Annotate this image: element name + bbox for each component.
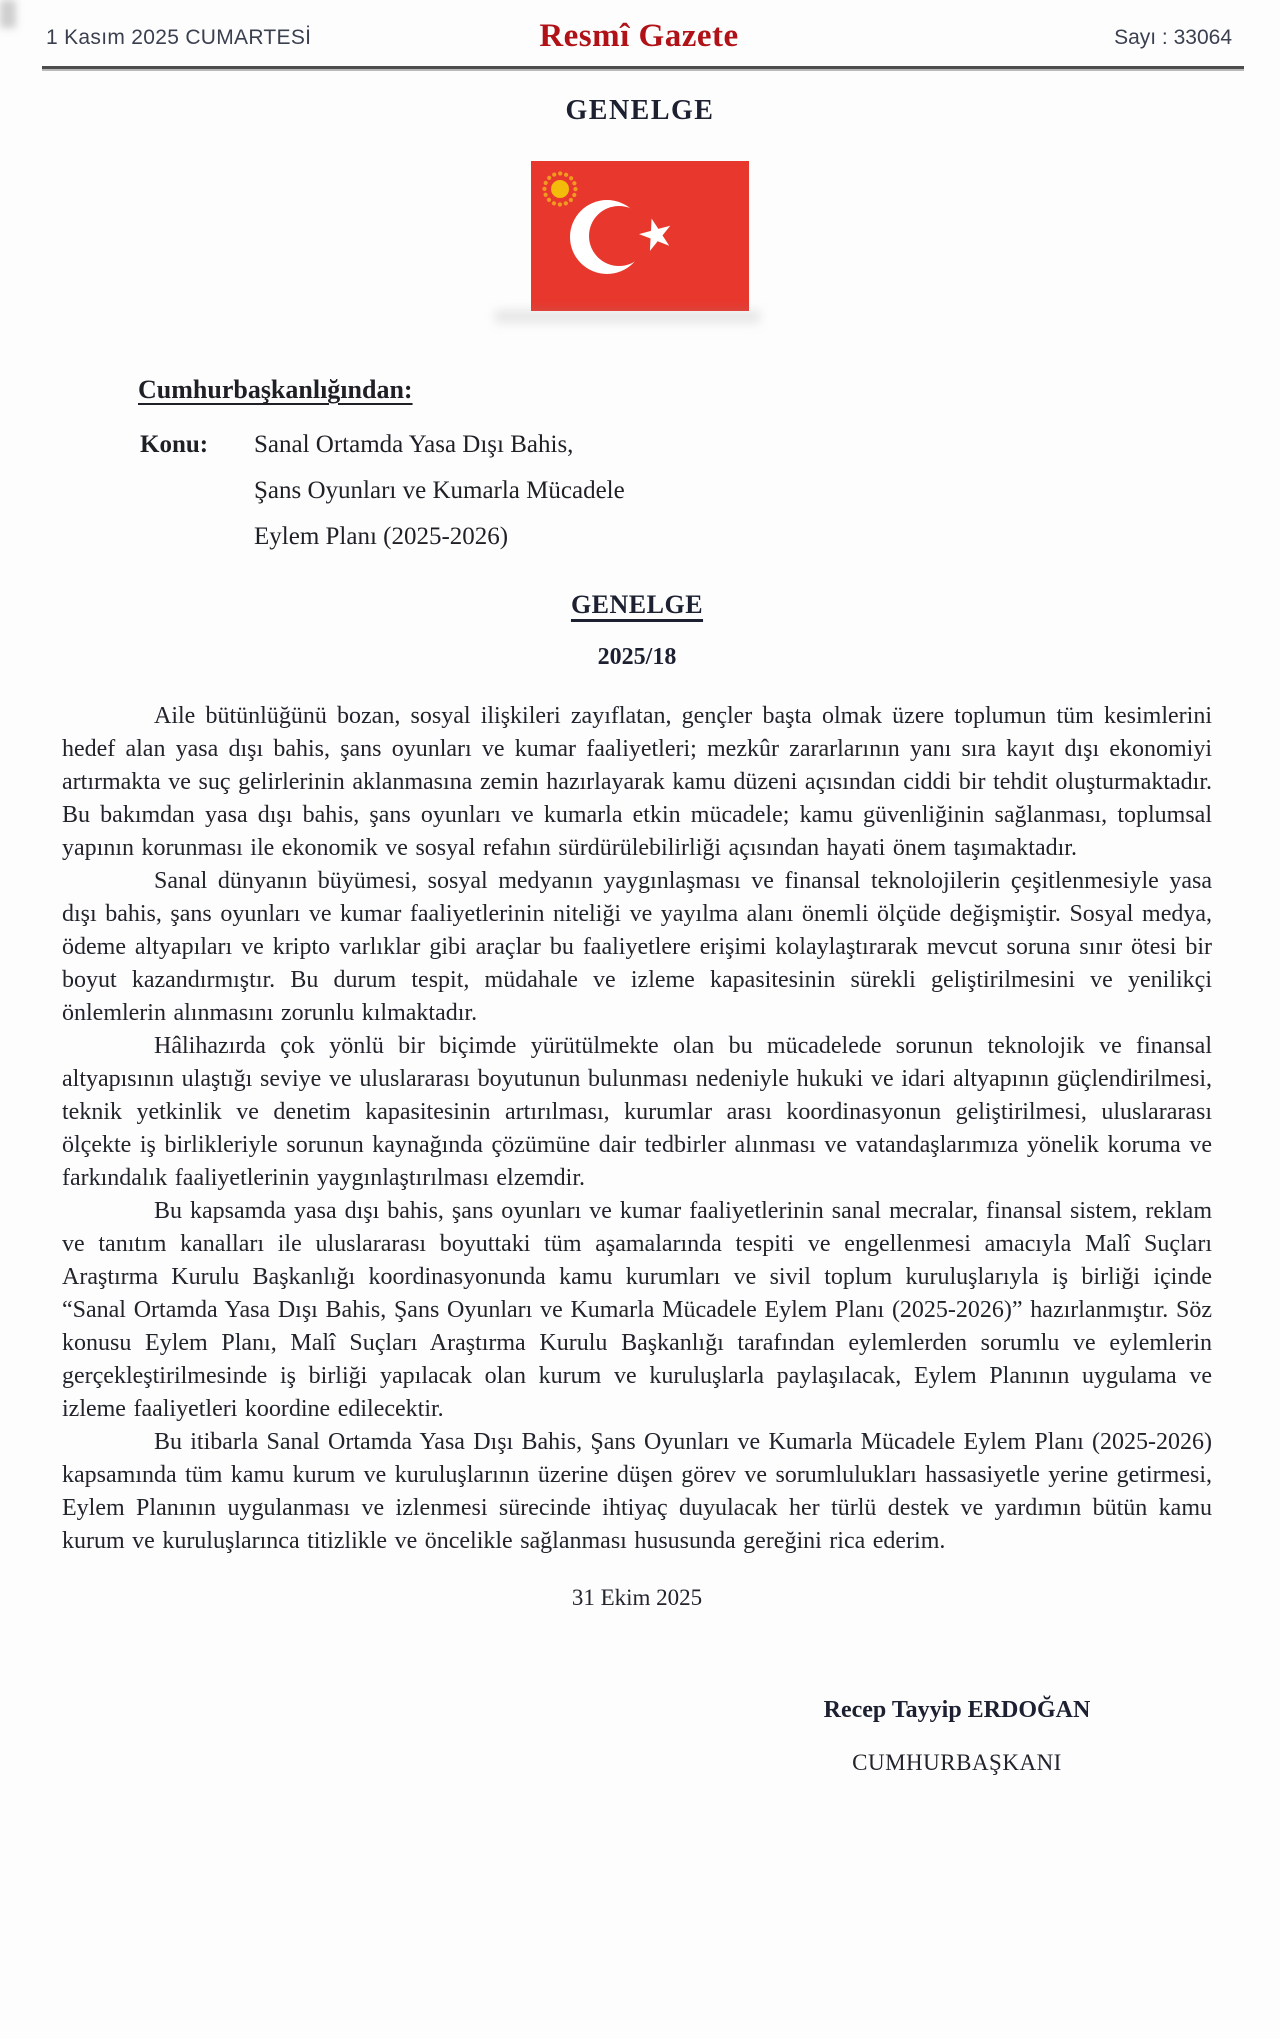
masthead xyxy=(46,18,1232,62)
masthead-divider xyxy=(42,66,1244,71)
circular-text xyxy=(62,700,1212,1558)
subject-text xyxy=(254,422,625,560)
paragraph: Bu itibarla Sanal Ortamda Yasa Dışı Bahis, Şans Oyunları ve Kumarla Mücadele Eylem Planı (2025-2026) kapsamında tüm kamu kurum ve kuruluşlarının üzerine düşen görev ve sorumlulukları hassasiyetle yerine getirmesi, Eylem Planının uygulanması ve izlenmesi sürecinde ihtiyaç duyulacak her türlü destek ve yardımın bütün kamu kurum ve kuruluşlarınca titizlikle ve öncelikle sağlanması hususunda gereğini rica ederim. xyxy=(62,1429,1212,1554)
subject-block xyxy=(140,422,1212,560)
scan-artifact xyxy=(0,0,16,28)
signature-date: 31 Ekim 2025 xyxy=(571,1585,703,1610)
issuing-authority: Cumhurbaşkanlığından: xyxy=(138,375,413,404)
circular-heading-main: GENELGE xyxy=(570,590,704,619)
subject-line: Eylem Planı (2025-2026) xyxy=(254,523,509,550)
turkish-flag-icon xyxy=(531,161,749,311)
presidential-sun-icon xyxy=(551,180,569,198)
paragraph: Aile bütünlüğünü bozan, sosyal ilişkileri zayıflatan, gençler başta olmak üzere toplumun tüm kesimlerini hedef alan yasa dışı bahis, şans oyunları ve kumar faaliyetleri; mezkûr zararlarının yanı sıra kayıt dışı ekonomiyi artırmakta ve suç gelirlerinin aklanmasına zemin hazırlayarak kamu düzeni açısından ciddi bir tehdit oluşturmaktadır. Bu bakımdan yasa dışı bahis, şans oyunları ve kumarla etkin mücadele; kamu güvenliğinin sağlanması, toplumsal yapının korunması ile ekonomik ve sosyal refahın sürdürülebilirliği açısından hayati önem taşımaktadır. xyxy=(62,703,1212,861)
circular-heading-top: GENELGE xyxy=(565,95,715,126)
subject-label: Konu: xyxy=(140,431,209,458)
paragraph: Bu kapsamda yasa dışı bahis, şans oyunları ve kumar faaliyetlerinin sanal mecralar, finansal sistem, reklam ve tanıtım kanalları ile uluslararası boyuttaki tüm aşamalarında tespiti ve engellenmesi amacıyla Malî Suçları Araştırma Kurulu Başkanlığı koordinasyonunda kamu kurumları ve sivil toplum kuruluşlarıyla iş birliği içinde “Sanal Ortamda Yasa Dışı Bahis, Şans Oyunları ve Kumarla Mücadele Eylem Planı (2025-2026)” hazırlanmıştır. Söz konusu Eylem Planı, Malî Suçları Araştırma Kurulu Başkanlığı tarafından eylemlerden sorumlu ve eylemlerin gerçekleştirilmesinde iş birliği yapılacak olan kurum ve kuruluşlarla paylaşılacak, Eylem Planının uygulama ve izleme faaliyetleri koordine edilecektir. xyxy=(62,1198,1212,1422)
paragraph: Sanal dünyanın büyümesi, sosyal medyanın yaygınlaşması ve finansal teknolojilerin çeşitlenmesiyle yasa dışı bahis, şans oyunları ve kumar faaliyetlerinin niteliği ve yayılma alanı önemli ölçüde değişmiştir. Sosyal medya, ödeme altyapıları ve kripto varlıklar gibi araçlar bu faaliyetlere erişimi kolaylaştırarak mevcut soruna sınır ötesi bir boyut kazandırmıştır. Bu durum tespit, müdahale ve izleme kapasitesinin sürekli geliştirilmesini ve yenilikçi önlemlerin alınmasını zorunlu kılmaktadır. xyxy=(62,868,1212,1026)
gazette-title: Resmî Gazete xyxy=(539,18,739,54)
circular-body xyxy=(62,375,1212,1776)
signatory-name: Recep Tayyip ERDOĞAN xyxy=(823,1697,1091,1723)
paragraph: Hâlihazırda çok yönlü bir biçimde yürütülmekte olan bu mücadelede sorunun teknolojik ve finansal altyapısının ulaştığı seviye ve uluslararası boyutunun bulunması nedeniyle hukuki ve idari altyapının güçlendirilmesi, teknik yetkinlik ve denetim kapasitesinin artırılması, kurumlar arası koordinasyonun geliştirilmesi, uluslararası ölçekte iş birlikleriyle sorunun kaynağında çözümüne dair tedbirler alınması ve vatandaşlarımıza yönelik koruma ve farkındalık faaliyetlerinin yaygınlaştırılması elzemdir. xyxy=(62,1033,1212,1191)
gazette-issue-number: Sayı : 33064 xyxy=(1114,26,1232,49)
scan-artifact xyxy=(495,310,760,323)
subject-line: Sanal Ortamda Yasa Dışı Bahis, xyxy=(254,431,574,458)
signatory-title: CUMHURBAŞKANI xyxy=(852,1750,1062,1775)
circular-number: 2025/18 xyxy=(597,644,677,670)
turkish-flag xyxy=(0,161,1280,311)
crescent-cutout xyxy=(589,206,649,266)
gazette-date: 1 Kasım 2025 CUMARTESİ xyxy=(46,26,312,49)
subject-line: Şans Oyunları ve Kumarla Mücadele xyxy=(254,477,625,504)
signature-block xyxy=(687,1697,1227,1776)
